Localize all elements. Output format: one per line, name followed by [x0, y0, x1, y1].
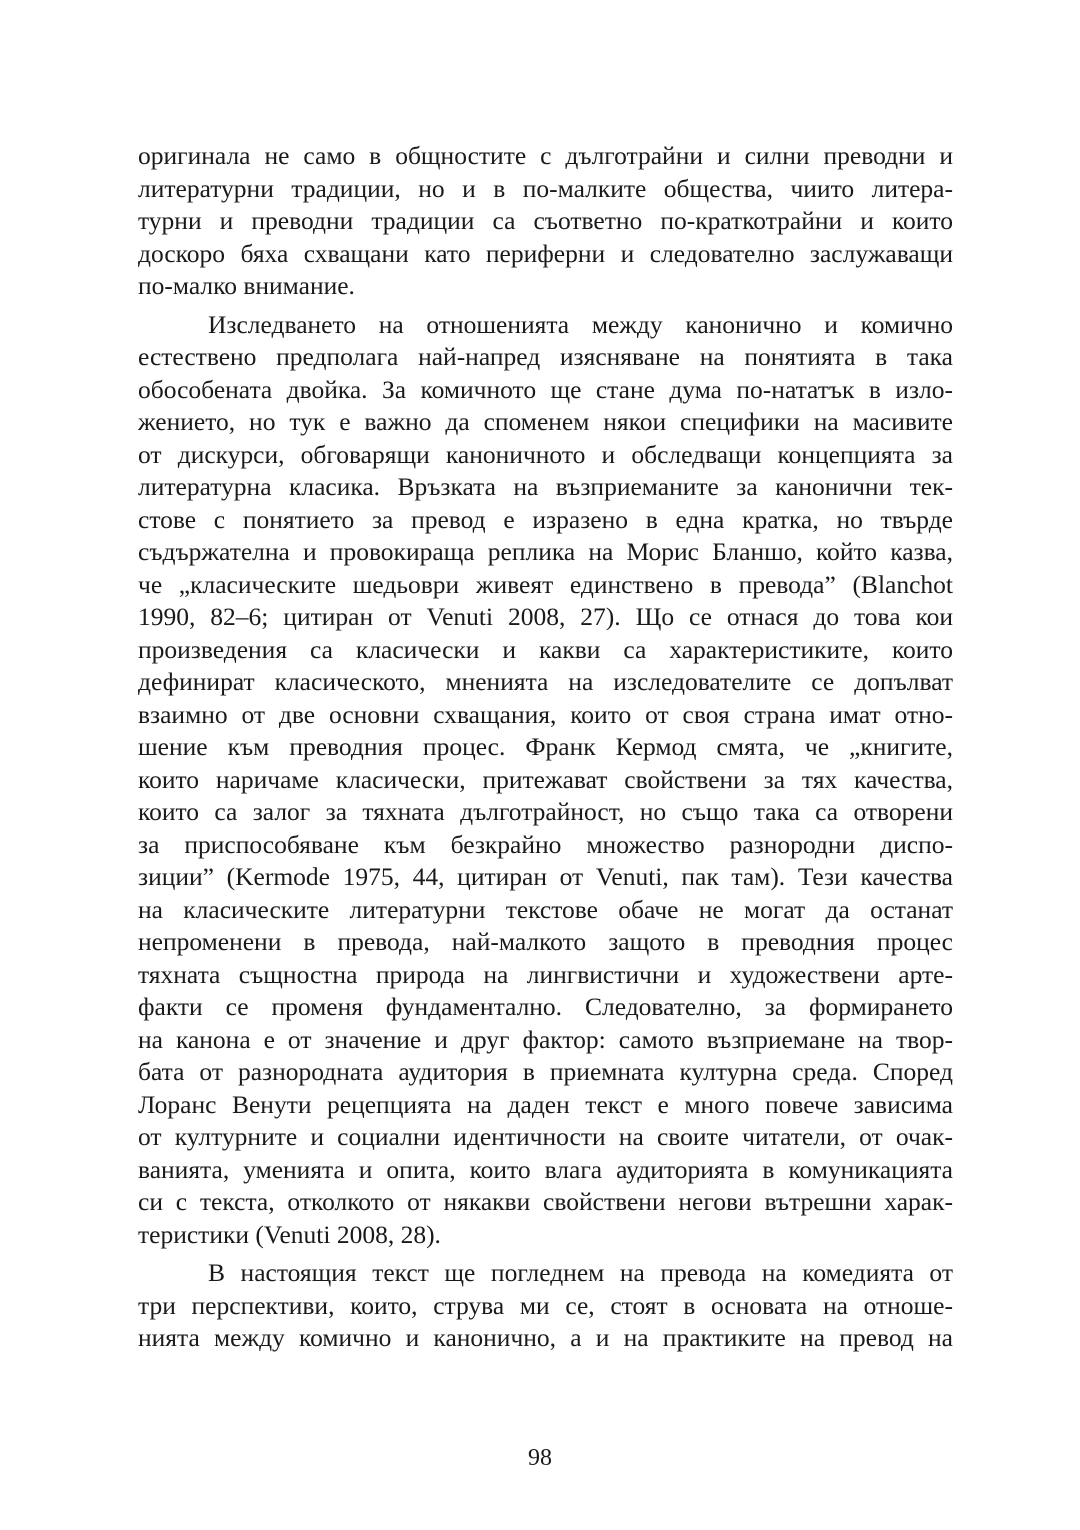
text-line: ванията, уменията и опита, които влага аудиторията в комуникацията	[138, 1154, 953, 1184]
text-line: Лоранс Венути рецепцията на даден текст е много повече зависима	[138, 1089, 953, 1119]
text-line: зиции” (Kermode 1975, 44, цитиран от Venuti, пак там). Тези качества	[138, 862, 953, 891]
text-line: шение към преводния процес. Франк Кермод смята, че „книгите,	[138, 732, 953, 761]
text-line: произведения са класически и какви са характеристиките, които	[138, 634, 953, 664]
text-line: от дискурси, обговарящи каноничното и обследващи концепцията за	[138, 439, 953, 469]
text-line: които наричаме класически, притежават свойствени за тях качества,	[138, 764, 953, 794]
text-line: факти се променя фундаментално. Следователно, за формирането	[138, 992, 953, 1021]
text-line: литературна класика. Връзката на възприеманите за канонични тек-	[138, 472, 953, 501]
text-line: В настоящия текст ще погледнем на превода на комедията от	[208, 1258, 953, 1287]
page-number: 98	[528, 1445, 552, 1471]
text-line: жението, но тук е важно да споменем някои специфики на масивите	[138, 407, 953, 436]
text-line: бата от разнородната аудитория в приемната културна среда. Според	[138, 1057, 953, 1086]
text-line: по-малко внимание.	[138, 271, 355, 300]
text-line: стове с понятието за превод е изразено в една кратка, но твърде	[138, 504, 953, 534]
text-line: че „класическите шедьоври живеят единствено в превода” (Blanchot	[138, 569, 953, 599]
text-line: Изследването на отношенията между канонично и комично	[208, 309, 953, 339]
text-line: 1990, 82–6; цитиран от Venuti 2008, 27). Що се отнася до това кои	[138, 602, 953, 631]
text-line: взаимно от две основни схващания, които от своя страна имат отно-	[138, 699, 953, 729]
text-line: литературни традиции, но и в по-малките общества, чиито литера-	[138, 173, 953, 203]
text-line: които са залог за тяхната дълготрайност, но също така са отворени	[138, 797, 953, 826]
text-line: турни и преводни традиции са съответно по-краткотрайни и които	[138, 206, 953, 235]
paragraph-1	[138, 140, 953, 303]
paragraph-2	[138, 309, 953, 1252]
text-line: си с текста, отколкото от някакви свойствени негови вътрешни харак-	[138, 1187, 953, 1216]
text-line: на канона е от значение и друг фактор: самото възприемане на твор-	[138, 1024, 953, 1054]
text-line: нията между комично и канонично, а и на практиките на превод на	[138, 1323, 953, 1352]
text-line: теристики (Venuti 2008, 28).	[138, 1219, 441, 1249]
text-line: дефинират класическото, мненията на изследователите се допълват	[138, 667, 953, 696]
text-line: от културните и социални идентичности на своите читатели, от очак-	[138, 1122, 953, 1151]
text-line: три перспективи, които, струва ми се, стоят в основата на отноше-	[138, 1290, 953, 1320]
text-line: оригинала не само в общностите с дълготрайни и силни преводни и	[138, 141, 953, 170]
text-line: обособената двойка. За комичното ще стане дума по-нататък в изло-	[138, 374, 953, 404]
text-line: за приспособяване към безкрайно множество разнородни диспо-	[138, 829, 953, 859]
paragraph-3	[138, 1257, 953, 1355]
text-line: непроменени в превода, най-малкото защото в преводния процес	[138, 927, 953, 956]
body-text	[138, 140, 953, 1361]
text-line: на класическите литературни текстове обаче не могат да останат	[138, 894, 953, 924]
text-line: естествено предполага най-напред изясняване на понятията в така	[138, 342, 953, 371]
text-line: съдържателна и провокираща реплика на Морис Бланшо, който казва,	[138, 537, 953, 566]
text-line: доскоро бяха схващани като периферни и следователно заслужаващи	[138, 238, 953, 268]
text-line: тяхната същностна природа на лингвистични и художествени арте-	[138, 959, 953, 989]
